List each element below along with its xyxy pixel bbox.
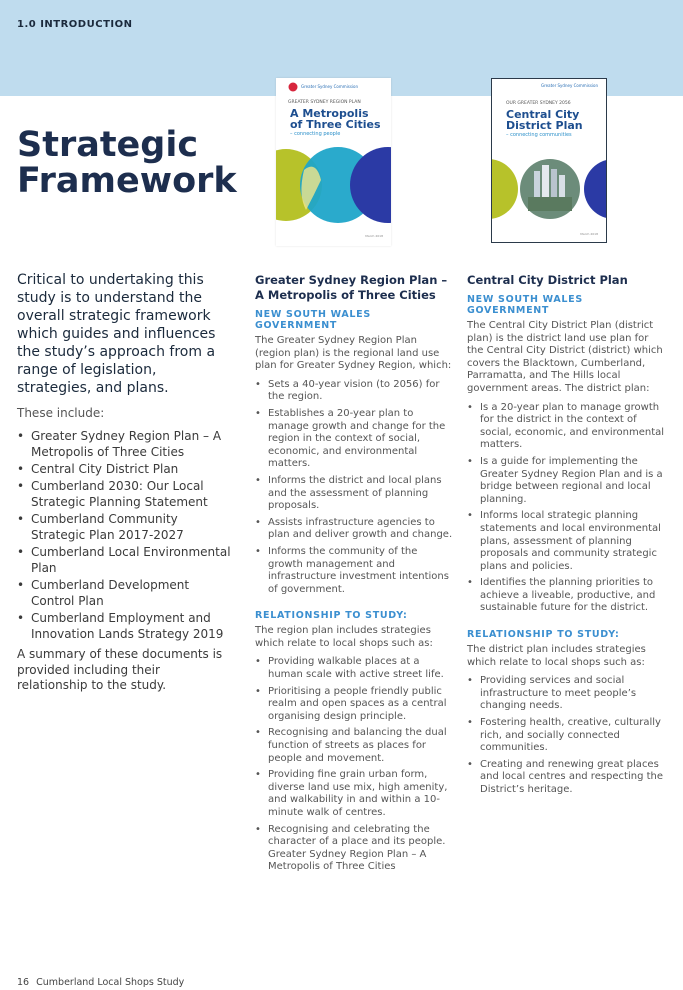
list-item	[17, 577, 232, 609]
list-item-text: Is a 20-year plan to manage growth for the district in the context of social, economic, and environmental matters.	[480, 401, 665, 451]
list-item-text: Cumberland Community Strategic Plan 2017-2027	[31, 512, 184, 542]
district-plan-list	[467, 402, 667, 616]
nsw-waratah-icon	[288, 82, 298, 92]
region-plan-body: The Greater Sydney Region Plan (region plan) is the regional land use plan for Greater Sydney Region, which:	[255, 335, 452, 372]
bullet-icon: •	[255, 545, 261, 557]
cover-logo-text: Greater Sydney Commission	[541, 83, 598, 88]
list-item	[255, 475, 455, 513]
intro-summary: A summary of these documents is provided including their relationship to the study.	[17, 647, 223, 692]
cover-logo	[288, 82, 358, 92]
page-title-line-2: Framework	[17, 161, 237, 201]
bullet-icon: •	[17, 462, 25, 476]
district-plan-subheading: NEW SOUTH WALES GOVERNMENT	[467, 294, 583, 316]
bullet-icon: •	[467, 401, 473, 413]
list-item-text: Prioritising a people friendly public realm and open spaces as a central organising design principle.	[268, 685, 447, 722]
cover-logo	[541, 84, 598, 88]
region-plan-cover	[276, 78, 391, 246]
list-item	[467, 510, 667, 573]
list-item	[467, 759, 667, 797]
cover-subtitle: – connecting people	[290, 131, 341, 137]
list-item-text: Assists infrastructure agencies to plan and deliver growth and change.	[268, 516, 453, 541]
intro-list	[17, 428, 232, 643]
cover-subtitle: – connecting communities	[506, 132, 572, 138]
bullet-icon: •	[255, 769, 261, 781]
cover-logo-text: Greater Sydney Commission	[301, 84, 358, 89]
bullet-icon: •	[17, 512, 25, 526]
list-item	[255, 769, 455, 819]
three-cities-graphic	[276, 140, 391, 230]
list-item-text: Central City District Plan	[31, 462, 179, 476]
list-item	[255, 656, 455, 681]
list-item	[467, 577, 667, 615]
list-item	[17, 511, 232, 543]
list-item-text: Providing fine grain urban form, diverse land use mix, high amenity, and walkability in and within a 10-minute walk of centres.	[268, 769, 448, 818]
list-item	[17, 428, 232, 460]
cover-title-line-2: District Plan	[506, 119, 583, 132]
region-relationship-heading: RELATIONSHIP TO STUDY:	[255, 610, 408, 622]
bullet-icon: •	[255, 474, 261, 486]
list-item	[467, 402, 667, 452]
bullet-icon: •	[255, 378, 261, 390]
bullet-icon: •	[17, 578, 25, 592]
list-item-text: Recognising and celebrating the character of a place and its people. Greater Sydney Region Plan – A Metropolis of Three Cities	[268, 823, 446, 873]
page-title	[17, 127, 257, 199]
list-item	[255, 824, 455, 874]
list-item	[255, 686, 455, 724]
section-label: 1.0 INTRODUCTION	[17, 19, 133, 30]
cover-kicker: GREATER SYDNEY REGION PLAN	[288, 100, 361, 105]
region-plan-list	[255, 379, 455, 597]
district-plan-heading: Central City District Plan	[467, 273, 628, 287]
district-relationship-list	[467, 675, 667, 796]
list-item-text: Cumberland 2030: Our Local Strategic Planning Statement	[31, 479, 208, 509]
cover-title	[506, 109, 583, 131]
list-item	[255, 546, 455, 596]
list-item-text: Sets a 40-year vision (to 2056) for the region.	[268, 378, 440, 403]
region-plan-subheading: NEW SOUTH WALES GOVERNMENT	[255, 309, 371, 331]
list-item	[17, 544, 232, 576]
page-title-line-1: Strategic	[17, 125, 199, 165]
bullet-icon: •	[255, 685, 261, 697]
list-item-text: Cumberland Development Control Plan	[31, 578, 190, 608]
bullet-icon: •	[17, 611, 25, 625]
cover-title-line-2: of Three Cities	[290, 118, 381, 131]
bullet-icon: •	[467, 717, 473, 729]
list-item-text: Recognising and balancing the dual function of streets as places for people and movement.	[268, 727, 447, 764]
bullet-icon: •	[467, 577, 473, 589]
district-plan-body: The Central City District Plan (district plan) is the district land use plan for the Central City District (district) which covers the Blacktown, Cumberland, Parramatta, and The Hills local government areas. The district plan:	[467, 320, 663, 394]
page-number: 16	[17, 977, 30, 988]
list-item-text: Creating and renewing great places and local centres and respecting the District’s heritage.	[480, 758, 664, 795]
region-relationship-list	[255, 656, 455, 874]
list-item	[17, 610, 232, 642]
cover-date: March 2018	[580, 232, 598, 236]
intro-lead: These include:	[17, 406, 105, 420]
bullet-icon: •	[255, 823, 261, 835]
list-item-text: Informs the district and local plans and the assessment of planning proposals.	[268, 474, 442, 512]
cover-title-line-1: A Metropolis	[290, 107, 369, 120]
list-item-text: Providing walkable places at a human scale with active street life.	[268, 656, 444, 681]
list-item	[255, 517, 455, 542]
cover-title	[290, 108, 381, 130]
district-relationship-heading: RELATIONSHIP TO STUDY:	[467, 629, 620, 641]
list-item-text: Establishes a 20-year plan to manage growth and change for the region in the context of social, economic, and environmental matters.	[268, 407, 446, 470]
list-item	[17, 461, 232, 477]
bullet-icon: •	[255, 656, 261, 668]
list-item	[17, 478, 232, 510]
list-item-text: Identifies the planning priorities to achieve a liveable, productive, and sustainable future for the district.	[480, 577, 656, 614]
district-relationship-body: The district plan includes strategies which relate to local shops such as:	[467, 644, 646, 668]
bullet-icon: •	[255, 516, 261, 528]
district-plan-column	[467, 273, 667, 811]
list-item-text: Cumberland Local Environmental Plan	[31, 545, 231, 575]
list-item-text: Providing services and social infrastructure to meet people’s changing needs.	[480, 675, 637, 712]
bullet-icon: •	[17, 545, 25, 559]
list-item	[255, 379, 455, 404]
list-item-text: Fostering health, creative, culturally rich, and socially connected communities.	[480, 717, 661, 754]
cover-kicker: OUR GREATER SYDNEY 2056	[506, 101, 571, 106]
list-item-text: Informs the community of the growth management and infrastructure investment intentions of government.	[268, 545, 449, 595]
publication-name: Cumberland Local Shops Study	[36, 977, 185, 988]
page-footer	[17, 977, 184, 988]
bullet-icon: •	[467, 510, 473, 522]
bullet-icon: •	[467, 758, 473, 770]
cover-date: March 2018	[365, 234, 383, 238]
intro-paragraph: Critical to undertaking this study is to understand the overall strategic framework which guides and influences the study’s approach from a range of legislation, strategies, and plans.	[17, 272, 216, 396]
region-plan-heading: Greater Sydney Region Plan – A Metropolis of Three Cities	[255, 273, 448, 302]
bullet-icon: •	[255, 407, 261, 419]
cover-title-line-1: Central City	[506, 108, 580, 121]
list-item	[255, 408, 455, 471]
region-relationship-body: The region plan includes strategies which relate to local shops such as:	[255, 625, 433, 649]
list-item-text: Greater Sydney Region Plan – A Metropolis of Three Cities	[31, 429, 222, 459]
bullet-icon: •	[17, 429, 25, 443]
list-item	[467, 456, 667, 506]
list-item-text: Informs local strategic planning statements and local environmental plans, assessment of planning proposals and community strategic plans and policies.	[480, 510, 661, 572]
bullet-icon: •	[17, 479, 25, 493]
region-plan-column	[255, 273, 455, 888]
list-item-text: Is a guide for implementing the Greater Sydney Region Plan and is a bridge between regional and local planning.	[480, 455, 663, 505]
list-item	[255, 727, 455, 765]
city-aerial-graphic	[492, 149, 607, 229]
bullet-icon: •	[467, 455, 473, 467]
list-item	[467, 717, 667, 755]
bullet-icon: •	[255, 727, 261, 739]
district-plan-cover	[491, 78, 607, 243]
list-item-text: Cumberland Employment and Innovation Lands Strategy 2019	[31, 611, 224, 641]
list-item	[467, 675, 667, 713]
bullet-icon: •	[467, 675, 473, 687]
